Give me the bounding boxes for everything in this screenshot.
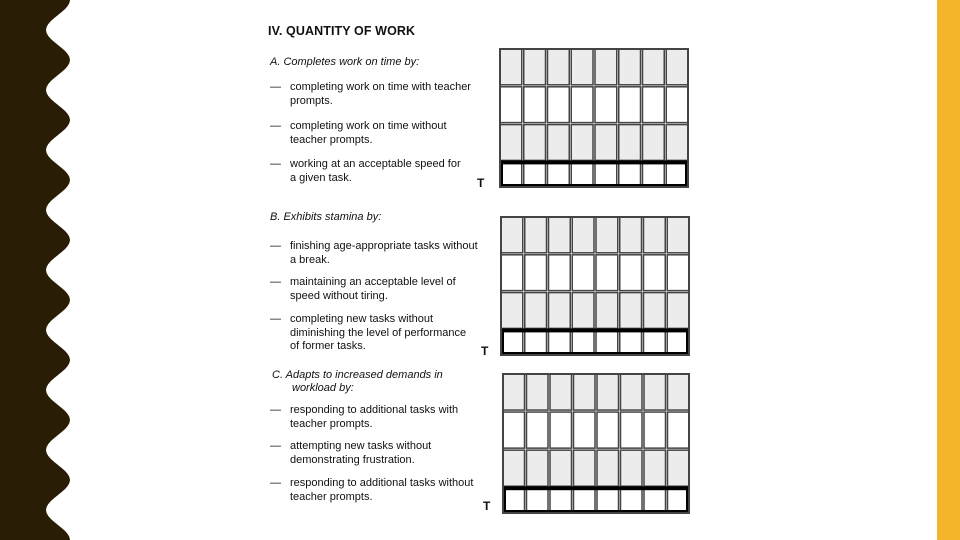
rating-cell[interactable] (644, 412, 666, 448)
rating-cell[interactable] (644, 374, 666, 410)
total-mark-b: T (481, 344, 489, 358)
section-a-item-1 (270, 81, 500, 111)
heading-line: workload by: (292, 382, 354, 394)
section-c-heading (272, 369, 443, 395)
item-line: finishing age-appropriate tasks without (290, 240, 478, 252)
rating-cell[interactable] (524, 125, 546, 161)
total-cell[interactable] (549, 330, 571, 355)
rating-cell[interactable] (596, 217, 618, 253)
rating-cell[interactable] (524, 87, 546, 123)
grid-drawing (502, 373, 690, 514)
dash: — (270, 440, 281, 452)
rating-grid-b (500, 216, 690, 356)
item-line: speed without tiring. (290, 289, 388, 302)
rating-cell[interactable] (620, 255, 642, 291)
rating-cell[interactable] (668, 450, 690, 486)
wave-shape (0, 0, 70, 540)
rating-cell[interactable] (595, 49, 617, 85)
total-cell[interactable] (595, 162, 617, 187)
total-mark-c: T (483, 499, 491, 513)
item-line: completing new tasks without (290, 313, 434, 325)
item-line: completing work on time without (290, 120, 447, 132)
rating-cell[interactable] (596, 293, 618, 329)
rating-cell[interactable] (550, 412, 572, 448)
grid-drawing (499, 48, 689, 188)
rating-cell[interactable] (619, 87, 641, 123)
rating-cell[interactable] (501, 293, 523, 329)
rating-cell[interactable] (667, 217, 689, 253)
rating-cell[interactable] (527, 450, 549, 486)
item-line: diminishing the level of performance (290, 326, 467, 339)
rating-cell[interactable] (548, 49, 570, 85)
total-cell[interactable] (597, 488, 619, 513)
item-line: teacher prompts. (290, 133, 373, 146)
section-b-item-3 (270, 313, 500, 357)
total-cell[interactable] (620, 330, 642, 355)
rating-cell[interactable] (619, 49, 641, 85)
total-cell[interactable] (525, 330, 547, 355)
rating-cell[interactable] (621, 450, 643, 486)
rating-cell[interactable] (644, 255, 666, 291)
dash: — (270, 477, 281, 489)
total-cell[interactable] (596, 330, 618, 355)
rating-cell[interactable] (643, 87, 665, 123)
rating-cell[interactable] (597, 450, 619, 486)
item-line: a given task. (290, 171, 352, 184)
total-cell[interactable] (619, 162, 641, 187)
total-cell[interactable] (503, 488, 525, 513)
total-cell[interactable] (524, 162, 546, 187)
rating-grid-c (502, 373, 690, 514)
rating-cell[interactable] (500, 49, 522, 85)
rating-cell[interactable] (525, 255, 547, 291)
rating-cell[interactable] (597, 374, 619, 410)
rating-cell[interactable] (667, 255, 689, 291)
rating-cell[interactable] (550, 450, 572, 486)
rating-cell[interactable] (549, 255, 571, 291)
rating-cell[interactable] (574, 374, 596, 410)
rating-cell[interactable] (621, 412, 643, 448)
total-cell[interactable] (621, 488, 643, 513)
rating-cell[interactable] (666, 87, 688, 123)
rating-cell[interactable] (666, 49, 688, 85)
rating-cell[interactable] (549, 293, 571, 329)
section-c-item-2 (270, 440, 500, 470)
dash: — (270, 313, 281, 325)
accent-bar (937, 0, 960, 540)
rating-cell[interactable] (574, 412, 596, 448)
rating-cell[interactable] (501, 255, 523, 291)
section-a-item-3 (270, 158, 500, 188)
section-a-heading: A. Completes work on time by: (270, 56, 420, 68)
rating-cell[interactable] (620, 293, 642, 329)
total-cell[interactable] (550, 488, 572, 513)
rating-grid-a (499, 48, 689, 188)
rating-cell[interactable] (571, 125, 593, 161)
rating-cell[interactable] (619, 125, 641, 161)
total-mark-a: T (477, 176, 485, 190)
rating-cell[interactable] (643, 49, 665, 85)
total-cell[interactable] (500, 162, 522, 187)
item-line: prompts. (290, 94, 333, 107)
rating-cell[interactable] (548, 125, 570, 161)
section-c-item-3 (270, 477, 500, 507)
rating-cell[interactable] (644, 450, 666, 486)
dash: — (270, 158, 281, 170)
rating-cell[interactable] (572, 255, 594, 291)
total-cell[interactable] (501, 330, 523, 355)
rating-cell[interactable] (667, 293, 689, 329)
section-a-item-2 (270, 120, 500, 150)
total-cell[interactable] (644, 330, 666, 355)
rating-cell[interactable] (503, 450, 525, 486)
rating-cell[interactable] (596, 255, 618, 291)
rating-cell[interactable] (500, 125, 522, 161)
total-cell[interactable] (548, 162, 570, 187)
total-cell[interactable] (644, 488, 666, 513)
rating-cell[interactable] (524, 49, 546, 85)
rating-cell[interactable] (644, 217, 666, 253)
rating-cell[interactable] (501, 217, 523, 253)
rating-cell[interactable] (503, 412, 525, 448)
rating-cell[interactable] (548, 87, 570, 123)
rating-cell[interactable] (525, 217, 547, 253)
dash: — (270, 404, 281, 416)
rating-cell[interactable] (595, 125, 617, 161)
rating-cell[interactable] (503, 374, 525, 410)
heading-line: C. Adapts to increased demands in (272, 369, 443, 381)
total-cell[interactable] (571, 162, 593, 187)
rating-cell[interactable] (500, 87, 522, 123)
total-cell[interactable] (574, 488, 596, 513)
total-cell[interactable] (668, 488, 690, 513)
total-cell[interactable] (527, 488, 549, 513)
item-line: completing work on time with teacher (290, 81, 471, 93)
rating-cell[interactable] (571, 87, 593, 123)
rating-cell[interactable] (574, 450, 596, 486)
item-line: teacher prompts. (290, 490, 373, 503)
dash: — (270, 81, 281, 93)
dash: — (270, 276, 281, 288)
total-cell[interactable] (666, 162, 688, 187)
item-line: attempting new tasks without (290, 440, 432, 452)
item-line: maintaining an acceptable level of (290, 276, 456, 288)
rating-cell[interactable] (644, 293, 666, 329)
item-line: responding to additional tasks without (290, 477, 474, 489)
section-b-heading: B. Exhibits stamina by: (270, 211, 382, 223)
item-line: working at an acceptable speed for (290, 158, 461, 170)
total-cell[interactable] (572, 330, 594, 355)
rating-cell[interactable] (527, 412, 549, 448)
item-line: a break. (290, 253, 330, 266)
rating-cell[interactable] (550, 374, 572, 410)
section-b-item-1 (270, 240, 500, 270)
rating-cell[interactable] (668, 374, 690, 410)
rating-cell[interactable] (668, 412, 690, 448)
dash: — (270, 120, 281, 132)
rating-cell[interactable] (572, 217, 594, 253)
rating-cell[interactable] (643, 125, 665, 161)
rating-cell[interactable] (549, 217, 571, 253)
page-title: IV. QUANTITY OF WORK (268, 24, 416, 38)
rating-cell[interactable] (666, 125, 688, 161)
rating-cell[interactable] (621, 374, 643, 410)
rating-cell[interactable] (525, 293, 547, 329)
rating-cell[interactable] (571, 49, 593, 85)
item-line: responding to additional tasks with (290, 404, 459, 416)
rating-cell[interactable] (527, 374, 549, 410)
grid-drawing (500, 216, 690, 356)
total-cell[interactable] (667, 330, 689, 355)
rating-cell[interactable] (620, 217, 642, 253)
rating-cell[interactable] (572, 293, 594, 329)
wavy-border-decoration (0, 0, 80, 540)
item-line: teacher prompts. (290, 417, 373, 430)
item-line: of former tasks. (290, 340, 366, 352)
item-line: demonstrating frustration. (290, 453, 415, 466)
total-cell[interactable] (643, 162, 665, 187)
rating-cell[interactable] (595, 87, 617, 123)
dash: — (270, 240, 281, 252)
rating-cell[interactable] (597, 412, 619, 448)
section-c-item-1 (270, 404, 500, 434)
section-b-item-2 (270, 276, 500, 306)
